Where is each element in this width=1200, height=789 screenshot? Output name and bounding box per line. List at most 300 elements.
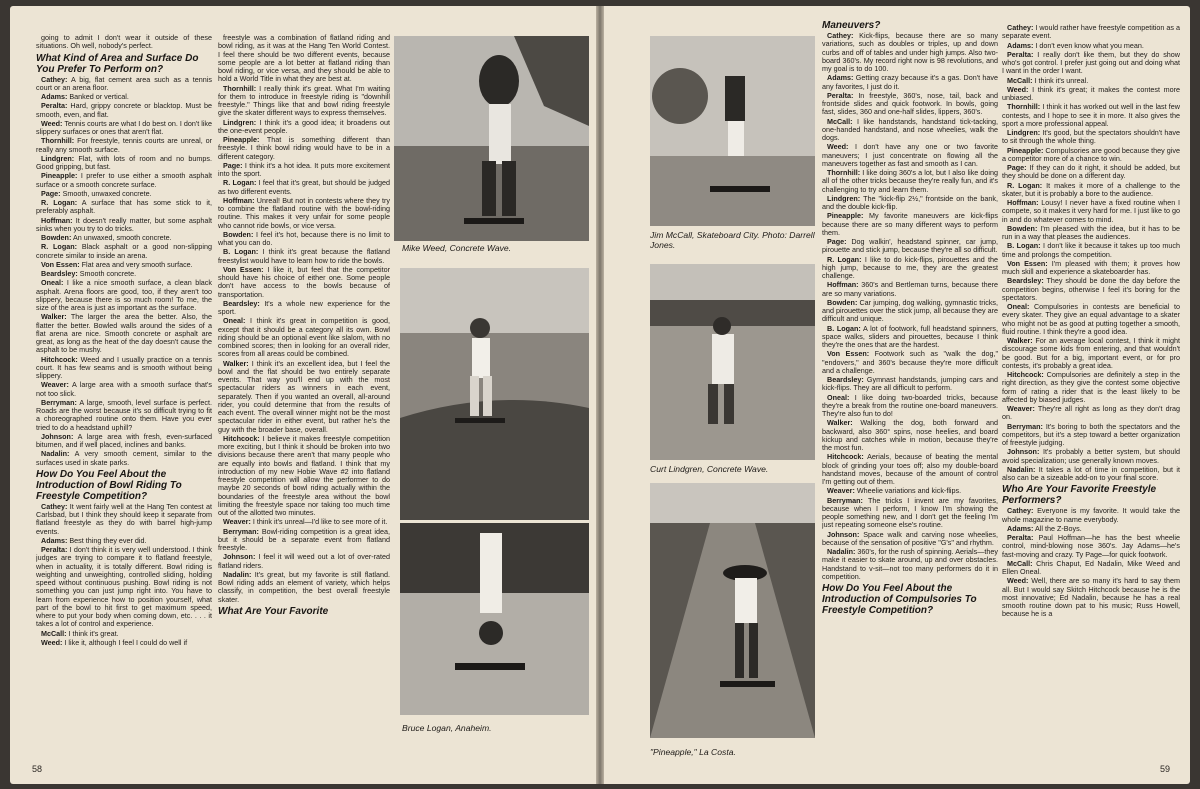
paragraph [822,487,998,495]
paragraph-text: It doesn't really matter, but some asphalt sinks when you try to do tricks. [36,215,212,233]
paragraph-text: The tricks I invent are my favorites, because when I perform, I know I'm showing the people something new, and I don't get the feeling I'm just repeating someone else's routine. [822,495,998,530]
paragraph [822,394,998,419]
paragraph [218,231,390,248]
paragraph [218,85,390,118]
speaker-name: Weed: [827,142,849,152]
photo-pineapple [650,483,815,738]
paragraph [822,143,998,168]
paragraph [36,172,212,189]
paragraph-text: Compulsories in contests are beneficial to every skater. They give an equal advantage to a skater who might not be as good at putting together a smooth, fluid routine. I think they're a good idea. [1002,302,1180,336]
speaker-name: Thornhill: [223,83,257,93]
paragraph [822,212,998,237]
speaker-name: Johnson: [1007,447,1040,457]
paragraph [36,243,212,260]
paragraph-text: In freestyle, 360's, nose, tail, back and frontside slides and quick footwork. In bowls, going fast, slides, 360 and one-half slides, lippers, 360's. [822,90,998,117]
paragraph-text: They should be done the day before the competition begins, otherwise I feel it's boring for the spectators. [1002,276,1180,302]
speaker-name: Peralta: [1007,533,1034,542]
speaker-name: Adams: [827,73,854,83]
paragraph [218,528,390,553]
paragraph-text: 360's, for the rush of spinning. Aerials—they make it easier to skate around, up and over obstacles. Handstand to v-sit—not too many performers do it in competition. [822,547,998,581]
speaker-name: Bowden: [223,229,254,239]
paragraph-text: Compulsories are good because they give a competitor more of a chance to win. [1002,145,1180,163]
speaker-name: Walker: [223,358,249,368]
paragraph-text: Walking the dog, both forward and backward, also 360° spins, nose heelies, and board kickup and catches while in motion, because they're the most fun. [822,418,998,452]
section-heading: How Do You Feel About the Introduction of Compulsories To Freestyle Competition? [822,583,977,616]
paragraph [822,453,998,486]
speaker-name: R. Logan: [41,198,78,207]
speaker-name: Johnson: [41,431,74,441]
paragraph [1002,164,1180,181]
speaker-name: Cathey: [41,74,68,84]
paragraph-text: I think it's great in competition is good, except that it should be a category all its own. Bowl riding should be an optional event like slalom, with no combined scores; then in looking for an overall rider, scores from all areas could be combined. [218,316,390,359]
speaker-name: Weaver: [223,517,251,527]
paragraph-text: If they can do it right, it should be added, but they should be done on a different day. [1002,163,1180,181]
speaker-name: Nadalin: [827,547,856,556]
speaker-name: Adams: [41,535,68,545]
paragraph [1002,199,1180,224]
paragraph [822,195,998,212]
speaker-name: Walker: [41,312,67,322]
paragraph [1002,507,1180,524]
speaker-name: Page: [223,160,243,170]
paragraph [36,120,212,137]
speaker-name: Lindgren: [41,153,75,163]
paragraph-text: I don't have any one or two favorite maneuvers; I just concentrate on flowing all the maneuvers together as fast and smooth as I can. [822,142,998,168]
paragraph-text: I believe it makes freestyle competition more exciting, but I think it should be broken into two divisions because there aren't that many people who are equally into bowls and flatland. I think that my introduction of my new Hobie Wave #2 into flatland freestyle competition will allow the performer to do maybe 20 seconds of bowl riding actually within the boundaries of the freestyle area without the bowl limiting the freestyle space nor taking too much time out of the allotted two minutes. [218,433,390,517]
photo-mike-weed [394,36,589,241]
speaker-name: Beardsley: [1007,276,1044,286]
paragraph [1002,147,1180,164]
paragraph-text: An unwaxed, smooth concrete. [72,233,172,242]
paragraph-text: Dog walkin', headstand spinner, car jump, pirouette and stick jump, because they're all so difficult. [822,237,998,255]
paragraph [36,270,212,278]
speaker-name: Thornhill: [827,168,861,177]
paragraph [1002,225,1180,242]
speaker-name: Nadalin: [223,569,252,579]
paragraph-text: Chris Chaput, Ed Nadalin, Mike Weed and Ellen Oneal. [1002,558,1180,576]
speaker-name: Beardsley: [223,298,260,308]
paragraph-text: Wheelie variations and kick-flips. [856,486,962,496]
speaker-name: Weed: [41,118,63,128]
paragraph [822,74,998,91]
paragraph [36,261,212,269]
speaker-name: McCall: [1007,558,1033,568]
section-heading: Who Are Your Favorite Freestyle Performers? [1002,484,1157,507]
speaker-name: Oneal: [41,278,64,288]
speaker-name: B. Logan: [1007,241,1041,251]
speaker-name: Lindgren: [827,193,861,203]
paragraph [218,136,390,161]
paragraph [36,546,212,629]
photo-caption: "Pineapple," La Costa. [650,747,736,757]
speaker-name: Hoffman: [827,280,859,290]
paragraph-text: For freestyle, tennis courts are unreal, or really any smooth surface. [36,136,212,154]
speaker-name: Thornhill: [41,136,75,146]
paragraph-text: Bowl-riding competition is a great idea, but it should be a separate event from flatland freestyle. [218,526,390,552]
paragraph-text: I don't like it because it takes up too much time and prolongs the competition. [1002,241,1180,259]
paragraph [36,34,212,51]
speaker-name: R. Logan: [223,178,257,188]
paragraph [822,531,998,548]
paragraph-text: Well, there are so many it's hard to say them all. But I would say Skitch Hitchcock because he is the most innovative; Ed Nadalin, because he has a real smooth routine down pat to his music; Russ Howell, because he is a [1002,576,1180,619]
speaker-name: Adams: [41,92,68,101]
paragraph [822,497,998,530]
paragraph [36,199,212,216]
speaker-name: Walker: [1007,336,1033,345]
paragraph [822,350,998,375]
paragraph-text: Compulsories are definitely a step in the right direction, as they give the contest some objective form of rating a rider that is the least likely to be affected by biased judges. [1002,370,1180,404]
paragraph [1002,303,1180,336]
paragraph-text: I'm pleased with the idea, but it has to be run in a way that pleases the audiences. [1002,223,1180,241]
left-page [10,6,596,784]
speaker-name: Pineapple: [223,135,260,144]
paragraph [1002,448,1180,465]
speaker-name: Berryman: [1007,421,1043,431]
paragraph-text: Kick-flips, because there are so many variations, such as doubles or triples, up and down curbs and off of tables and under high jumps. Also two-board 360's. My record right now is 98 revolutions, and my goal is to do 100. [822,31,998,73]
speaker-name: Walker: [827,418,853,428]
speaker-name: R. Logan: [41,242,77,252]
speaker-name: Pineapple: [1007,145,1044,155]
paragraph-text: A large area with a smooth surface that's not too slick. [36,380,212,398]
paragraph-text: Tennis courts are what I do best on. I don't like slippery surfaces or ones that aren't flat. [36,118,212,136]
paragraph [822,376,998,393]
paragraph [1002,129,1180,146]
paragraph [822,92,998,117]
paragraph [36,356,212,381]
paragraph [1002,337,1180,370]
paragraph [1002,77,1180,85]
paragraph-text: A lot of footwork, full headstand spinners, space walks, sliders and pirouettes, because I think they're the ones that are the hardest. [822,323,998,349]
speaker-name: Hitchcock: [41,354,78,364]
speaker-name: Peralta: [1007,49,1034,59]
speaker-name: R. Logan: [1007,180,1043,190]
paragraph-text: Flat area and very smooth surface. [81,259,193,269]
speaker-name: Johnson: [827,529,860,539]
paragraph [36,279,212,312]
speaker-name: Hoffman: [1007,198,1039,207]
paragraph-text: Smooth concrete. [79,269,137,278]
paragraph [36,381,212,398]
paragraph-text: Everyone is my favorite. It would take the whole magazine to name everybody. [1002,506,1180,524]
speaker-name: Beardsley: [827,375,864,384]
speaker-name: McCall: [827,116,853,126]
speaker-name: Page: [827,237,847,246]
speaker-name: Hitchcock: [827,452,864,462]
speaker-name: Weaver: [1007,404,1035,413]
page-number: 58 [32,764,43,774]
paragraph-text: I think it's great because the flatland freestylist would have to learn how to ride the bowls. [218,247,390,265]
paragraph-text: A surface that has some stick to it, preferably asphalt. [36,198,212,216]
paragraph [1002,371,1180,404]
photo-caption: Curt Lindgren, Concrete Wave. [650,464,769,474]
paragraph-text: I feel it's hot, because there is no limit to what you can do. [218,229,390,247]
paragraph-text: It's good, but the spectators shouldn't have to sit through the whole thing. [1002,128,1180,146]
paragraph-text: I don't think it is very well understood. I think judges are trying to compare it to flatland freestyle, when in actuality, it is totally different. Bowl riding is weighting and unweighting, controlled sliding, holding speed without continuous pushing. Bowl riding is not something you can just jump right into. You have to learn from experience how to position yourself, what part of the bowl to hit first to get maximum speed, where to put your body when coming down, etc. . . . it takes a lot of control and experience. [36,545,212,629]
paragraph-text: I think it's a hot idea. It puts more excitement into the sport. [218,160,390,178]
paragraph-text: going to admit I don't wear it outside of these situations. Oh well, nobody's perfect. [36,34,212,51]
speaker-name: Oneal: [827,392,850,402]
paragraph-text: A large area with fresh, even-surfaced bitumen, and if well placed, inclines and banks. [36,431,212,449]
paragraph-text: I like handstands, handstand tick-tacking, one-handed handstand, and nose wheelies, walk the dogs. [822,116,998,142]
paragraph-text: I think it's great. [68,628,119,638]
paragraph [36,630,212,638]
paragraph-text: I don't even know what you mean. [1035,40,1144,50]
paragraph-text: I like doing 360's a lot, but I also like doing all of the other tricks because they're really fun, and it's challenging to try and learn them. [822,168,998,194]
speaker-name: McCall: [1007,75,1033,85]
paragraph [218,518,390,526]
paragraph [36,503,212,536]
paragraph-text: I would rather have freestyle competition as a separate event. [1002,24,1180,41]
paragraph [36,450,212,467]
speaker-name: Peralta: [827,90,854,100]
paragraph [822,548,998,581]
paragraph-text: I think it's an excellent idea, but I feel the bowl and the flat should be two entirely separate events. That way you'll end up with the most spectacular riders as winners in each event, separately. Then if you wanted an overall, all-around rider, you could determine that from the results of each event. The overall winner might not be the most spectacular rider in either event, but rather he's the guy with the broader base, overall. [218,358,390,434]
text-column-2 [218,34,390,746]
photo-ellen-oneal [400,268,589,520]
paragraph [36,137,212,154]
paragraph-text: A big, flat cement area such as a tennis court or an arena floor. [36,74,212,92]
speaker-name: Von Essen: [827,349,870,359]
paragraph [1002,24,1180,41]
paragraph-text: Black asphalt or a good non-slipping concrete similar to inside an arena. [36,242,212,260]
paragraph-text: Getting crazy because it's a gas. Don't have any favorites, I just do it. [822,73,998,91]
paragraph-text: I really think it's great. What I'm waiting for them to introduce in freestyle riding is "downhill freestyle." Things like that and bowl riding freestyle give the skater different ways to express themselves. [218,83,390,118]
speaker-name: Weed: [1007,84,1029,94]
speaker-name: Cathey: [827,31,854,40]
paragraph-text: A large, smooth, level surface is perfect. Roads are the worst because it's so difficult trying to fit a choreographed routine onto them. Have you ever tried to do a headstand uphill? [36,397,212,432]
speaker-name: McCall: [41,628,67,638]
speaker-name: B. Logan: [223,247,259,257]
speaker-name: Pineapple: [827,211,864,221]
paragraph [822,281,998,298]
speaker-name: Hoffman: [223,195,255,205]
paragraph [822,118,998,143]
speaker-name: Adams: [1007,40,1034,50]
paragraph-text: It went fairly well at the Hang Ten contest at Carlsbad, but I think they should keep it separate from flatland freestyle as they do with barrel high-jump events. [36,501,212,536]
photo-caption: Mike Weed, Concrete Wave. [402,243,512,253]
paragraph [218,179,390,196]
paragraph-text: I feel that it's great, but should be judged as two different events. [218,178,390,196]
paragraph [36,399,212,432]
speaker-name: Oneal: [1007,302,1030,311]
paragraph-text: I like a nice smooth surface, a clean black asphalt. Arena floors are good, too, if they aren't too slippery, because there is so much room! To me, the size of the area is just as important as the surface. [36,278,212,312]
speaker-name: Beardsley: [41,269,78,278]
paragraph-text: 360's and Bertleman turns, because there are so many variations. [822,280,998,298]
paragraph-text: I feel it will weed out a lot of over-rated flatland riders. [218,552,390,570]
paragraph-text: I think it's great; it makes the contest more unbiased. [1002,84,1180,102]
paragraph-text: That is something different than freestyle. I think bowl riding would have to be in a different category. [218,135,390,161]
paragraph-text: I like to do kick-flips, pirouettes and the high jump, because to me, they are the greatest challenge. [822,254,998,280]
paragraph-text: Smooth, unwaxed concrete. [62,188,152,198]
text-column-3 [822,18,998,748]
speaker-name: Von Essen: [223,264,264,274]
paragraph-text: I like doing two-boarded tricks, because they're a break from the routine one-board maneuvers. They're also fun to do! [822,392,998,418]
paragraph [1002,534,1180,559]
paragraph [36,217,212,234]
paragraph [218,553,390,570]
paragraph [218,119,390,136]
section-heading: How Do You Feel About the Introduction of Bowl Riding To Freestyle Competition? [36,468,182,502]
paragraph [822,419,998,452]
paragraph-text: It's a whole new experience for the sport. [218,298,390,316]
paragraph [36,234,212,242]
paragraph-text: Banked or vertical. [69,92,129,101]
photo-caption: Jim McCall, Skateboard City. Photo: Darrell Jones. [650,230,815,250]
paragraph-text: I like it, but feel that the competitor should have his choice of either one. Some people don't have access to the bowls because of transportation. [218,264,390,299]
paragraph [822,256,998,281]
paragraph [1002,560,1180,577]
section-heading: What Are Your Favorite [218,605,329,617]
paragraph-text: Aerials, because of beating the mental block of grinding your toes off; also my double-board handstand moves, because of the amount of control I'm getting out of them. [822,452,998,486]
paragraph [36,102,212,119]
text-column-1 [36,34,212,746]
paragraph [1002,260,1180,277]
speaker-name: Cathey: [1007,506,1034,516]
paragraph-text: Flat, with lots of room and no bumps. Good gripping, but fast. [36,153,212,171]
speaker-name: Bowden: [1007,223,1038,233]
paragraph [218,34,390,84]
paragraph-text: I think it's unreal. [1034,75,1089,85]
paragraph [1002,103,1180,128]
paragraph-text: Unreal! But not in contests where they try to combine the flatland routine with the bowl-riding routine. This makes it very unfair for some people who cannot ride bowls, or vice versa. [218,195,390,230]
paragraph-text: Car jumping, dog walking, gymnastic tricks, and pirouettes over the stick jump, all because they are difficult and unique. [822,297,998,324]
paragraph-text: All the Z-Boys. [1034,523,1082,533]
paragraph [36,93,212,101]
speaker-name: Hitchcock: [1007,370,1044,379]
paragraph [36,433,212,450]
spread-gutter [596,6,604,784]
speaker-name: Hoffman: [41,215,73,225]
paragraph [1002,86,1180,103]
paragraph-text: A very smooth cement, similar to the surfaces used in skate parks. [36,449,212,467]
paragraph-text: I think it's a good idea; it broadens out the one-event people. [218,117,390,135]
paragraph [36,639,212,647]
paragraph-text: Paul Hoffman—he has the best wheelie control, mind-blowing nose 360's. Jay Adams—he's fast-moving and crazy. Ty Page—for quick footwork. [1002,533,1180,559]
page-number: 59 [1159,764,1170,774]
paragraph-text: Hard, grippy concrete or blacktop. Must be smooth, even, and flat. [36,101,212,119]
photo-curt-lindgren [650,264,815,460]
speaker-name: Nadalin: [1007,464,1036,474]
paragraph [822,299,998,324]
speaker-name: Weaver: [41,380,69,390]
paragraph-text: Lousy! I never have a fixed routine when I compete, so it makes it very hard for me. I just like to go in and do whatever comes to mind. [1002,198,1180,224]
paragraph [36,537,212,545]
paragraph-text: It's boring to both the spectators and the competitors, but it's a step toward a better organization of freestyle judging. [1002,421,1180,447]
paragraph [218,248,390,265]
speaker-name: Weed: [41,637,63,647]
right-page [604,6,1190,784]
speaker-name: Oneal: [223,316,246,326]
paragraph [822,169,998,194]
speaker-name: Thornhill: [1007,102,1041,112]
paragraph-text: It takes a lot of time in competition, but it also can be a sizeable add-on to your final score. [1002,464,1180,482]
speaker-name: Peralta: [41,545,68,554]
paragraph [822,325,998,350]
speaker-name: Von Essen: [41,259,80,269]
speaker-name: Page: [1007,163,1027,172]
text-column-4 [1002,24,1180,748]
speaker-name: Cathey: [1007,24,1034,32]
section-heading: What Kind of Area and Surface Do You Prefer To Perform on? [36,52,199,75]
paragraph [218,360,390,434]
paragraph [218,197,390,230]
paragraph [1002,242,1180,259]
paragraph-text: Gymnast handstands, jumping cars and kick-flips. They are all difficult to perform. [822,375,998,393]
paragraph [1002,405,1180,422]
paragraph-text: They're all right as long as they don't drag on. [1002,404,1180,422]
paragraph [1002,423,1180,448]
paragraph [36,313,212,354]
paragraph-text: Footwork such as "walk the dog," "endovers," and 360's because they're more difficult and a challenge. [822,349,998,375]
paragraph-text: I think it's unreal—I'd like to see more of it. [252,517,388,527]
section-heading: Maneuvers? [822,20,881,31]
speaker-name: Lindgren: [1007,128,1041,137]
paragraph-text: Space walk and carving nose wheelies, because of the sensation of positive "G's" and rhythm. [822,529,998,547]
speaker-name: Peralta: [41,101,68,111]
speaker-name: Berryman: [223,526,259,536]
paragraph-text: freestyle was a combination of flatland riding and bowl riding, as it was at the Hang Ten World Contest. I feel there should be two different events, because some people are a lot better at flatland riding than bowl riding, or vice versa, and they should be able to hold a World Title in what they are best at. [218,34,390,84]
speaker-name: B. Logan: [827,323,861,333]
photo-caption: Bruce Logan, Anaheim. [402,723,492,733]
speaker-name: Pineapple: [41,171,78,181]
speaker-name: Nadalin: [41,449,70,459]
paragraph [1002,42,1180,50]
speaker-name: Page: [41,188,61,198]
speaker-name: Cathey: [41,501,68,511]
paragraph [218,435,390,518]
paragraph-text: For an average local contest, I think it might discourage some kids from entering, and that wouldn't be good. But for a big, important event, or for pro contests, it's probably a great idea. [1002,336,1180,370]
paragraph [822,32,998,73]
paragraph-text: Weed and I usually practice on a tennis court. It has few seams and is smooth without being slippery. [36,354,212,380]
paragraph [1002,182,1180,199]
speaker-name: Weed: [1007,576,1029,586]
paragraph-text: It's probably a better system, but should avoid specialization; use generally known moves. [1002,447,1180,465]
speaker-name: Hitchcock: [223,433,260,443]
speaker-name: Weaver: [827,486,855,496]
paragraph [1002,577,1180,618]
speaker-name: Bowden: [41,233,72,242]
paragraph-text: I like it, although I feel I could do well if [64,637,188,647]
paragraph-text: I prefer to use either a smooth asphalt surface or a smooth concrete surface. [36,171,212,189]
speaker-name: R. Logan: [827,254,862,264]
speaker-name: Von Essen: [1007,258,1048,268]
paragraph-text: The "kick-flip 2½," frontside on the bank, and the double kick-flip. [822,193,998,211]
paragraph-text: I'm pleased with them; it proves how much skill and experience a skateboarder has. [1002,258,1180,276]
paragraph [36,190,212,198]
photo-bruce-logan [400,523,589,715]
paragraph [1002,277,1180,302]
paragraph-text: I think it has worked out well in the last few contests, and I hope to see it in more. It also gives the sport a more professional appeal. [1002,102,1180,128]
paragraph [822,238,998,255]
speaker-name: Adams: [1007,523,1034,533]
paragraph [218,300,390,317]
photo-jim-mccall [650,36,815,226]
paragraph-text: My favorite maneuvers are kick-flips because there are so many different ways to perform them. [822,211,998,237]
paragraph [36,76,212,93]
paragraph-text: I really don't like them, but they do show who's got control. I prefer just going out and doing what I want in the order I want. [1002,49,1180,76]
paragraph [1002,525,1180,533]
paragraph [1002,51,1180,76]
speaker-name: Berryman: [41,397,77,407]
speaker-name: Lindgren: [223,117,257,127]
paragraph-text: It's great, but my favorite is still flatland. Bowl riding adds an element of variety, which helps classify, in competition, the best overall freestyle skater. [218,569,390,604]
paragraph [36,155,212,172]
paragraph [1002,466,1180,483]
speaker-name: Bowden: [827,297,858,307]
paragraph-text: It makes it more of a challenge to the skater, but it is probably a bore to the audience. [1002,180,1180,198]
speaker-name: Johnson: [223,552,256,562]
speaker-name: Berryman: [827,495,863,505]
